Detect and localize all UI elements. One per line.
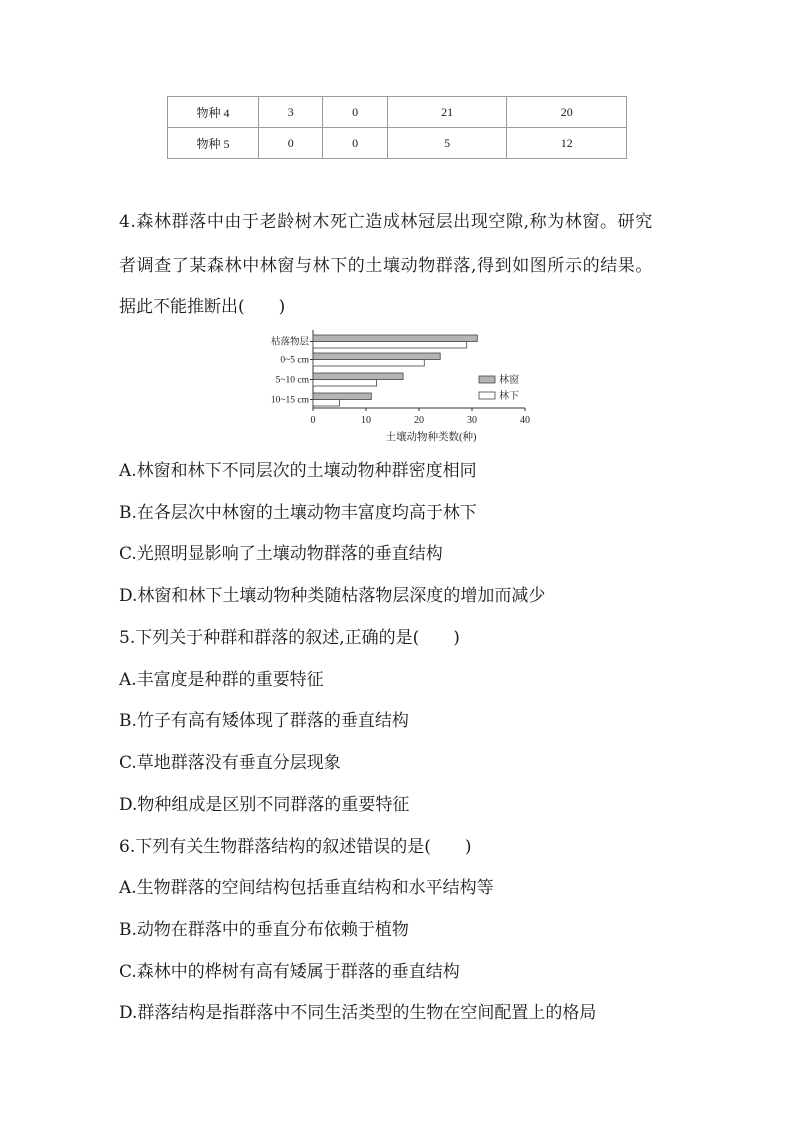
table-cell: 0 xyxy=(323,128,387,159)
category-label: 5~10 cm xyxy=(275,375,309,386)
q5-option-d: D.物种组成是区别不同群落的重要特征 xyxy=(119,795,410,815)
x-tick-label: 30 xyxy=(467,415,477,426)
q4-option-d: D.林窗和林下土壤动物种类随枯落物层深度的增加而减少 xyxy=(119,586,546,606)
q4-option-b: B.在各层次中林窗的土壤动物丰富度均高于林下 xyxy=(119,503,477,523)
table-cell: 物种 5 xyxy=(168,128,259,159)
bar xyxy=(313,400,340,407)
bar xyxy=(313,335,477,342)
q6-stem: 6.下列有关生物群落结构的叙述错误的是( ) xyxy=(119,837,472,857)
species-table xyxy=(167,96,627,159)
table-cell: 物种 4 xyxy=(168,97,259,128)
bar xyxy=(313,393,371,400)
category-label: 0~5 cm xyxy=(280,355,309,366)
q4-stem-line1: 4.森林群落中由于老龄树木死亡造成林冠层出现空隙,称为林窗。研究 xyxy=(119,212,653,232)
category-label: 10~15 cm xyxy=(270,395,309,406)
table-cell: 20 xyxy=(507,97,627,128)
q4-stem-line3: 据此不能推断出( ) xyxy=(119,297,286,317)
x-tick-label: 0 xyxy=(310,415,316,426)
bar xyxy=(313,380,377,387)
legend-label: 林窗 xyxy=(499,375,519,386)
table-cell: 5 xyxy=(387,128,507,159)
q5-option-a: A.丰富度是种群的重要特征 xyxy=(119,670,324,690)
table-cell: 3 xyxy=(259,97,323,128)
table-cell: 0 xyxy=(323,97,387,128)
table-row xyxy=(168,128,627,159)
legend-swatch xyxy=(479,392,495,399)
q6-option-b: B.动物在群落中的垂直分布依赖于植物 xyxy=(119,920,409,940)
bar xyxy=(313,373,403,380)
q5-option-c: C.草地群落没有垂直分层现象 xyxy=(119,753,341,773)
x-tick-label: 40 xyxy=(520,415,530,426)
category-label: 枯落物层 xyxy=(270,337,309,348)
q4-stem-line2: 者调查了某森林中林窗与林下的土壤动物群落,得到如图所示的结果。 xyxy=(119,256,654,276)
q6-option-a: A.生物群落的空间结构包括垂直结构和水平结构等 xyxy=(119,878,494,898)
q6-option-c: C.森林中的桦树有高有矮属于群落的垂直结构 xyxy=(119,962,460,982)
x-tick-label: 20 xyxy=(414,415,424,426)
q6-option-d: D.群落结构是指群落中不同生活类型的生物在空间配置上的格局 xyxy=(119,1003,597,1023)
x-axis-title: 土壤动物种类数(种) xyxy=(385,432,477,443)
table-cell: 0 xyxy=(259,128,323,159)
q5-stem: 5.下列关于种群和群落的叙述,正确的是( ) xyxy=(119,628,460,648)
bar xyxy=(313,360,424,367)
x-tick-label: 10 xyxy=(361,415,371,426)
bar-chart xyxy=(255,330,545,448)
q4-option-c: C.光照明显影响了土壤动物群落的垂直结构 xyxy=(119,544,443,564)
bar xyxy=(313,353,440,360)
bar xyxy=(313,342,467,349)
table-cell: 21 xyxy=(387,97,507,128)
legend-label: 林下 xyxy=(499,391,519,402)
table-row xyxy=(168,97,627,128)
legend-swatch xyxy=(479,376,495,383)
q5-option-b: B.竹子有高有矮体现了群落的垂直结构 xyxy=(119,711,409,731)
table-cell: 12 xyxy=(507,128,627,159)
q4-option-a: A.林窗和林下不同层次的土壤动物种群密度相同 xyxy=(119,461,477,481)
